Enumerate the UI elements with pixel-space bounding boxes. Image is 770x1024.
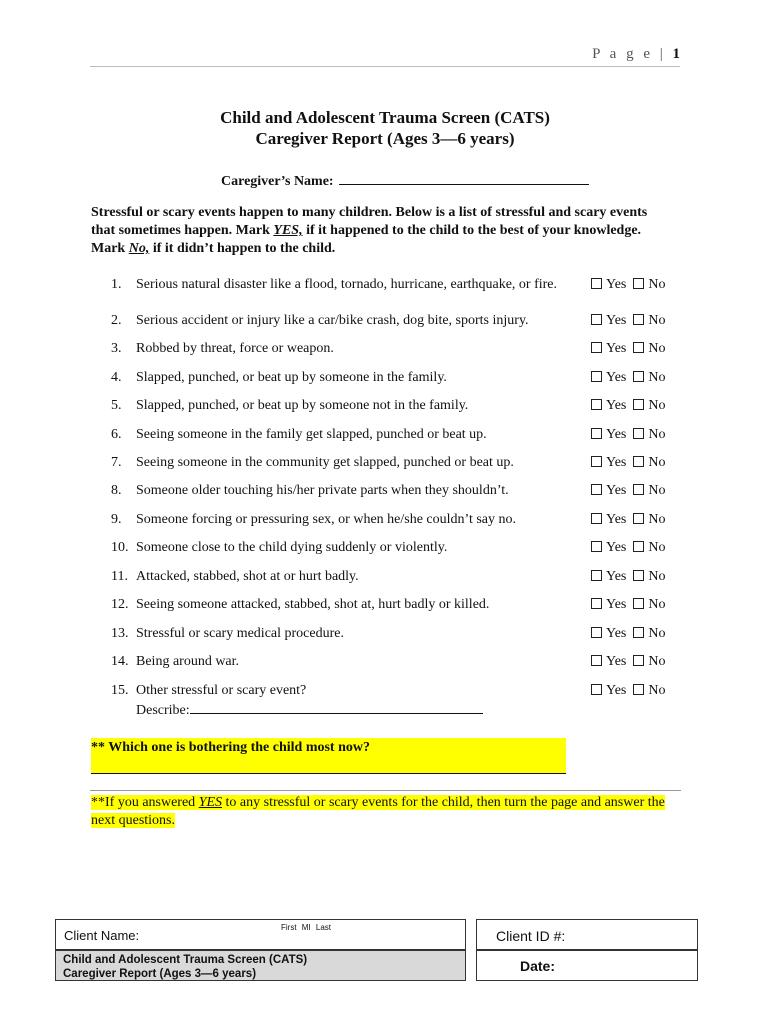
no-checkbox[interactable] — [633, 399, 644, 410]
title-line-1: Child and Adolescent Trauma Screen (CATS) — [220, 108, 550, 127]
yes-label: Yes — [606, 398, 627, 413]
yes-checkbox[interactable] — [591, 456, 602, 467]
yes-checkbox[interactable] — [591, 399, 602, 410]
date-label: Date: — [520, 958, 556, 974]
spacer — [626, 313, 633, 328]
no-checkbox[interactable] — [633, 541, 644, 552]
no-label: No — [648, 313, 666, 328]
no-label: No — [648, 569, 666, 584]
event-description: Attacked, stabbed, shot at or hurt badly. — [136, 569, 359, 584]
event-text — [136, 312, 576, 329]
no-label: No — [648, 370, 666, 385]
no-label: No — [648, 626, 666, 641]
no-checkbox[interactable] — [633, 342, 644, 353]
yes-checkbox[interactable] — [591, 342, 602, 353]
event-description: Seeing someone in the family get slapped, punched or beat up. — [136, 427, 487, 442]
event-number: 7. — [111, 455, 122, 470]
caregiver-name-row — [221, 170, 589, 190]
no-label: No — [648, 512, 666, 527]
event-text — [136, 568, 576, 585]
yes-checkbox[interactable] — [591, 428, 602, 439]
no-checkbox[interactable] — [633, 627, 644, 638]
event-text — [136, 397, 576, 414]
form-name-line-1: Child and Adolescent Trauma Screen (CATS) — [63, 954, 308, 966]
event-description: Slapped, punched, or beat up by someone not in the family. — [136, 398, 469, 413]
event-number: 3. — [111, 341, 122, 356]
yes-checkbox[interactable] — [591, 541, 602, 552]
event-text — [136, 682, 576, 719]
date-cell[interactable] — [476, 950, 698, 981]
client-name-label: Client Name: — [64, 928, 140, 943]
followup-suffix: to any stressful or scary events for the child, then turn the page and answer the next questions. — [91, 795, 665, 828]
event-description: Stressful or scary medical procedure. — [136, 626, 344, 641]
event-number: 12. — [111, 597, 129, 612]
no-label: No — [648, 597, 666, 612]
event-text — [136, 511, 576, 528]
no-label: No — [648, 398, 666, 413]
no-checkbox[interactable] — [633, 278, 644, 289]
describe-label: Describe: — [136, 703, 190, 718]
event-text — [136, 340, 576, 357]
yes-label: Yes — [606, 455, 627, 470]
no-checkbox[interactable] — [633, 655, 644, 666]
event-description: Seeing someone attacked, stabbed, shot at, hurt badly or killed. — [136, 597, 490, 612]
followup-prefix: **If you answered — [91, 795, 199, 810]
followup-yes: YES — [198, 795, 223, 810]
yes-no-options — [591, 653, 666, 670]
event-text — [136, 653, 576, 670]
instructions-no: No, — [128, 241, 150, 256]
event-text — [136, 426, 576, 443]
spacer — [626, 370, 633, 385]
instructions — [91, 204, 671, 258]
yes-label: Yes — [606, 341, 627, 356]
instructions-yes: YES, — [273, 223, 303, 238]
yes-no-options — [591, 539, 666, 556]
event-number: 9. — [111, 512, 122, 527]
event-description: Being around war. — [136, 654, 240, 669]
divider — [90, 790, 681, 791]
no-checkbox[interactable] — [633, 513, 644, 524]
yes-label: Yes — [606, 277, 627, 292]
yes-no-options — [591, 397, 666, 414]
no-checkbox[interactable] — [633, 598, 644, 609]
yes-checkbox[interactable] — [591, 627, 602, 638]
yes-no-options — [591, 340, 666, 357]
no-checkbox[interactable] — [633, 684, 644, 695]
yes-checkbox[interactable] — [591, 570, 602, 581]
yes-label: Yes — [606, 427, 627, 442]
spacer — [626, 683, 633, 698]
event-description: Seeing someone in the community get slapped, punched or beat up. — [136, 455, 514, 470]
yes-no-options — [591, 511, 666, 528]
yes-no-options — [591, 482, 666, 499]
form-title — [0, 107, 770, 149]
event-text — [136, 276, 576, 293]
yes-no-options — [591, 276, 666, 293]
event-description: Someone close to the child dying suddenly or violently. — [136, 540, 448, 555]
event-number: 8. — [111, 483, 122, 498]
client-name-cell[interactable] — [55, 919, 466, 950]
yes-checkbox[interactable] — [591, 314, 602, 325]
spacer — [626, 427, 633, 442]
event-description: Robbed by threat, force or weapon. — [136, 341, 334, 356]
event-text — [136, 482, 576, 499]
event-number: 10. — [111, 540, 129, 555]
event-text — [136, 625, 576, 642]
no-label: No — [648, 483, 666, 498]
client-id-cell[interactable] — [476, 919, 698, 950]
spacer — [626, 277, 633, 292]
yes-no-options — [591, 426, 666, 443]
yes-label: Yes — [606, 654, 627, 669]
yes-label: Yes — [606, 626, 627, 641]
no-checkbox[interactable] — [633, 314, 644, 325]
spacer — [626, 597, 633, 612]
event-number: 15. — [111, 683, 129, 698]
yes-label: Yes — [606, 569, 627, 584]
no-label: No — [648, 455, 666, 470]
event-number: 13. — [111, 626, 129, 641]
yes-label: Yes — [606, 483, 627, 498]
event-text — [136, 454, 576, 471]
spacer — [626, 398, 633, 413]
no-label: No — [648, 683, 666, 698]
first-mi-last-label: First MI Last — [281, 923, 332, 932]
yes-checkbox[interactable] — [591, 655, 602, 666]
yes-label: Yes — [606, 683, 627, 698]
spacer — [626, 540, 633, 555]
yes-label: Yes — [606, 597, 627, 612]
yes-no-options — [591, 682, 666, 699]
form-name-line-2: Caregiver Report (Ages 3—6 years) — [63, 968, 257, 980]
event-number: 2. — [111, 313, 122, 328]
no-label: No — [648, 427, 666, 442]
yes-label: Yes — [606, 313, 627, 328]
event-number: 6. — [111, 427, 122, 442]
yes-no-options — [591, 625, 666, 642]
yes-no-options — [591, 369, 666, 386]
event-description: Serious natural disaster like a flood, tornado, hurricane, earthquake, or fire. — [136, 277, 558, 292]
page-label: P a g e | — [592, 46, 666, 62]
spacer — [626, 455, 633, 470]
caregiver-name-field[interactable] — [339, 170, 589, 185]
event-number: 11. — [111, 569, 128, 584]
page-header — [90, 46, 680, 67]
yes-checkbox[interactable] — [591, 371, 602, 382]
spacer — [626, 512, 633, 527]
event-description: Serious accident or injury like a car/bike crash, dog bite, sports injury. — [136, 313, 529, 328]
event-number: 14. — [111, 654, 129, 669]
yes-checkbox[interactable] — [591, 278, 602, 289]
spacer — [626, 569, 633, 584]
spacer — [626, 341, 633, 356]
no-checkbox[interactable] — [633, 428, 644, 439]
event-number: 1. — [111, 277, 122, 292]
footer-table — [55, 919, 698, 981]
followup-instruction — [91, 794, 671, 830]
describe-field[interactable] — [190, 699, 483, 714]
no-label: No — [648, 654, 666, 669]
page-number: 1 — [672, 46, 680, 62]
yes-label: Yes — [606, 512, 627, 527]
no-checkbox[interactable] — [633, 456, 644, 467]
no-label: No — [648, 341, 666, 356]
yes-checkbox[interactable] — [591, 684, 602, 695]
no-checkbox[interactable] — [633, 484, 644, 495]
event-description: Someone forcing or pressuring sex, or when he/she couldn’t say no. — [136, 512, 516, 527]
no-label: No — [648, 277, 666, 292]
title-line-2: Caregiver Report (Ages 3—6 years) — [255, 129, 515, 148]
event-description: Other stressful or scary event? — [136, 683, 307, 698]
instructions-part-1: Stressful or scary events happen to many children. Below is a list of stressful and scary events that sometimes happen. Mark — [91, 205, 648, 238]
yes-no-options — [591, 454, 666, 471]
event-text — [136, 369, 576, 386]
yes-label: Yes — [606, 540, 627, 555]
yes-checkbox[interactable] — [591, 513, 602, 524]
instructions-part-3: if it didn’t happen to the child. — [149, 241, 336, 256]
no-checkbox[interactable] — [633, 371, 644, 382]
yes-label: Yes — [606, 370, 627, 385]
no-label: No — [648, 540, 666, 555]
most-bothering-answer-field[interactable] — [91, 757, 566, 774]
no-checkbox[interactable] — [633, 570, 644, 581]
yes-checkbox[interactable] — [591, 598, 602, 609]
client-id-label: Client ID #: — [496, 928, 566, 944]
form-name-cell — [55, 950, 466, 981]
spacer — [626, 626, 633, 641]
yes-checkbox[interactable] — [591, 484, 602, 495]
event-number: 4. — [111, 370, 122, 385]
event-description: Someone older touching his/her private parts when they shouldn’t. — [136, 483, 509, 498]
caregiver-name-label: Caregiver’s Name: — [221, 174, 334, 189]
event-text — [136, 596, 576, 613]
most-bothering-question: ** Which one is bothering the child most now? — [91, 738, 566, 758]
yes-no-options — [591, 596, 666, 613]
event-description: Slapped, punched, or beat up by someone in the family. — [136, 370, 447, 385]
yes-no-options — [591, 568, 666, 585]
event-number: 5. — [111, 398, 122, 413]
instructions-part-2: if it happened to the child to the best of your knowledge. Mark — [91, 223, 642, 256]
spacer — [626, 483, 633, 498]
event-text — [136, 539, 576, 556]
spacer — [626, 654, 633, 669]
yes-no-options — [591, 312, 666, 329]
